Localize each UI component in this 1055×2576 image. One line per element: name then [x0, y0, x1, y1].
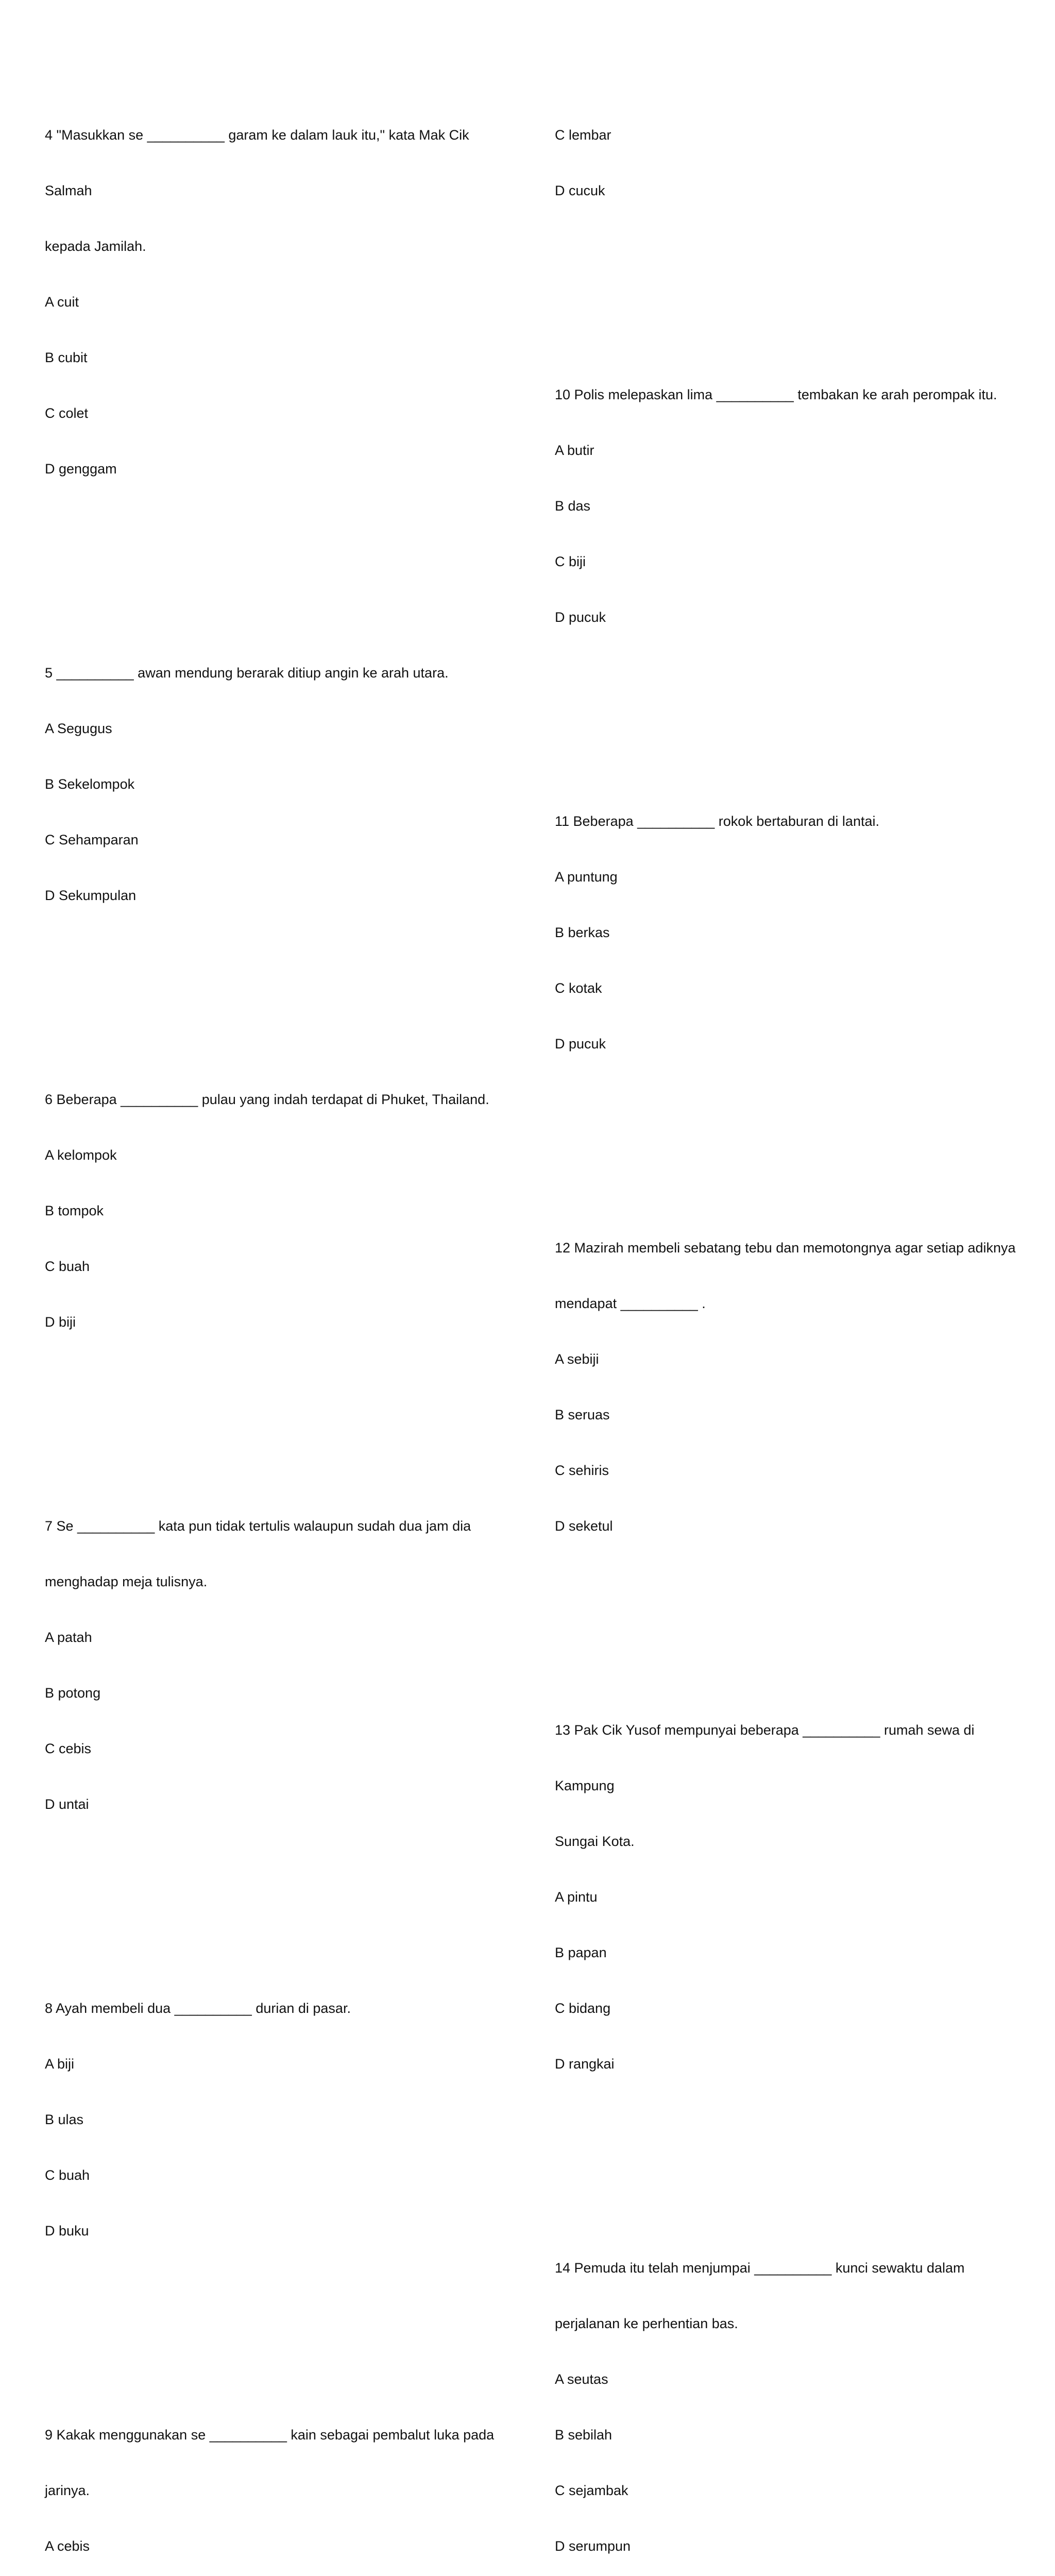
question-9-continued — [555, 89, 1049, 237]
question-text: 14 Pemuda itu telah menjumpai __________ kunci sewaktu dalam — [555, 2260, 965, 2276]
option-d: D cucuk — [555, 183, 605, 198]
right-column — [555, 33, 1049, 2576]
spacer — [45, 552, 508, 571]
option-b: B ulas — [45, 2112, 84, 2127]
option-a: A kelompok — [45, 1147, 117, 1163]
option-d: D serumpun — [555, 2538, 631, 2554]
left-column — [45, 33, 508, 2576]
option-d: D rangkai — [555, 2056, 615, 2072]
question-text: menghadap meja tulisnya. — [45, 1574, 208, 1589]
option-c: C buah — [45, 1259, 90, 1274]
question-text: 6 Beberapa __________ pulau yang indah terdapat di Phuket, Thailand. — [45, 1092, 489, 1107]
option-a: A cuit — [45, 294, 79, 310]
option-c: C kotak — [555, 980, 602, 996]
option-a: A sebiji — [555, 1351, 599, 1367]
option-c: C buah — [45, 2167, 90, 2183]
spacer — [555, 1609, 1049, 1628]
question-text: Kampung — [555, 1778, 615, 1793]
question-13 — [555, 1684, 1049, 2110]
option-a: A pintu — [555, 1889, 598, 1905]
question-11 — [555, 775, 1049, 1090]
option-a: A patah — [45, 1630, 92, 1645]
spacer — [45, 1888, 508, 1906]
option-c: C bidang — [555, 2001, 611, 2016]
question-text: perjalanan ke perhentian bas. — [555, 2316, 738, 2331]
option-d: D pucuk — [555, 609, 606, 625]
question-text: 12 Mazirah membeli sebatang tebu dan memotongnya agar setiap adiknya — [555, 1240, 1016, 1256]
spacer — [555, 1127, 1049, 1146]
question-text: 13 Pak Cik Yusof mempunyai beberapa __________ rumah sewa di — [555, 1722, 975, 1738]
option-b: B sebilah — [555, 2427, 612, 2443]
option-b: B seruas — [555, 1407, 610, 1422]
option-a: A puntung — [555, 869, 618, 885]
question-14 — [555, 2222, 1049, 2576]
question-text: 5 __________ awan mendung berarak ditiup angin ke arah utara. — [45, 665, 449, 681]
option-b: B Sekelompok — [45, 776, 135, 792]
option-c: C biji — [555, 554, 586, 569]
option-a: A seutas — [555, 2371, 608, 2387]
question-text: Sungai Kota. — [555, 1834, 635, 1849]
option-b: B potong — [45, 1685, 101, 1701]
option-a: A biji — [45, 2056, 75, 2072]
option-d: D pucuk — [555, 1036, 606, 1052]
question-7 — [45, 1480, 508, 1851]
option-c: C cebis — [45, 1741, 92, 1756]
option-c: C colet — [45, 405, 89, 421]
spacer — [45, 979, 508, 997]
question-6 — [45, 1053, 508, 1368]
spacer — [555, 2147, 1049, 2166]
option-b: B papan — [555, 1945, 607, 1960]
option-a: A butir — [555, 443, 594, 458]
option-d: D genggam — [45, 461, 117, 477]
option-c: C Sehamparan — [45, 832, 139, 848]
question-text: jarinya. — [45, 2483, 90, 2498]
question-text: Salmah — [45, 183, 92, 198]
question-9 — [45, 2388, 508, 2576]
option-a: A Segugus — [45, 721, 112, 736]
question-text: 10 Polis melepaskan lima __________ tembakan ke arah perompak itu. — [555, 387, 997, 402]
question-8 — [45, 1962, 508, 2277]
question-text: 11 Beberapa __________ rokok bertaburan di lantai. — [555, 814, 879, 829]
spacer — [555, 274, 1049, 293]
option-a: A cebis — [45, 2538, 90, 2554]
question-text: 4 "Masukkan se __________ garam ke dalam lauk itu," kata Mak Cik — [45, 127, 469, 143]
question-5 — [45, 626, 508, 942]
option-d: D buku — [45, 2223, 89, 2239]
question-text: 8 Ayah membeli dua __________ durian di pasar. — [45, 2001, 351, 2016]
option-c: C sehiris — [555, 1463, 609, 1478]
option-d: D untai — [45, 1797, 89, 1812]
option-d: D Sekumpulan — [45, 888, 137, 903]
option-d: D seketul — [555, 1518, 613, 1534]
option-c: C lembar — [555, 127, 611, 143]
question-text: mendapat __________ . — [555, 1296, 706, 1311]
question-10 — [555, 348, 1049, 664]
option-b: B cubit — [45, 350, 88, 365]
option-d: D biji — [45, 1314, 76, 1330]
spacer — [45, 1405, 508, 1424]
option-b: B tompok — [45, 1203, 104, 1218]
question-12 — [555, 1201, 1049, 1572]
question-text: 9 Kakak menggunakan se __________ kain sebagai pembalut luka pada — [45, 2427, 495, 2443]
option-b: B berkas — [555, 925, 610, 940]
option-c: C sejambak — [555, 2483, 628, 2498]
question-4 — [45, 89, 508, 515]
spacer — [555, 701, 1049, 719]
spacer — [45, 2314, 508, 2333]
question-text: kepada Jamilah. — [45, 239, 146, 254]
option-b: B das — [555, 498, 591, 514]
question-text: 7 Se __________ kata pun tidak tertulis walaupun sudah dua jam dia — [45, 1518, 471, 1534]
